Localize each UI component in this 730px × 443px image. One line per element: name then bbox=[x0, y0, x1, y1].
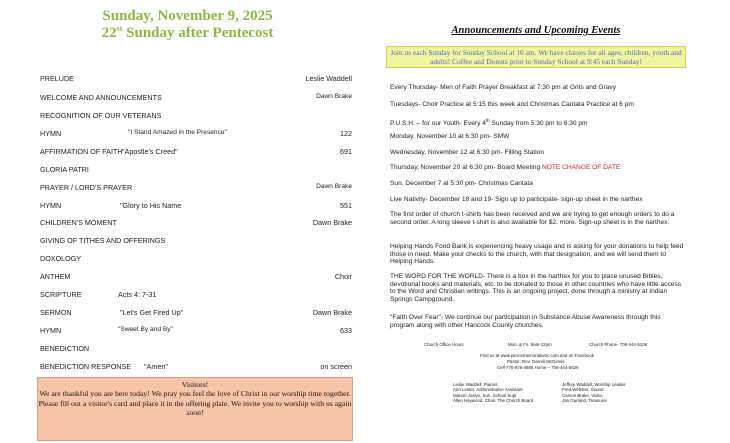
sunday-school-banner: Join us each Sunday for Sunday School at 10 am. We have classes for all ages, children, youth and adults! Coffee and Donuts prior to Sunday School at 9:45 each Sunday! bbox=[386, 46, 686, 68]
pastor-name: Pastor: Rev. Darrell McGinnis bbox=[507, 359, 565, 364]
word-for-world-announcement: THE WORD FOR THE WORLD- There is a box in the narthex for you to place unused Bibles, devotional books and materials, etc. to be donated to those in other countries who have little access to the Word and Christian writings. This is an ongoing project, done through a ministry at Indian Springs Campground. bbox=[390, 273, 682, 303]
date-change-note: NOTE CHANGE OF DATE bbox=[541, 164, 621, 171]
event-choir-practice: Tuesdays- Choir Practice at 5:15 this week and Christmas Cantata Practice at 6 pm bbox=[390, 101, 634, 108]
sermon-title: "Let's Get Fired Up" bbox=[120, 308, 184, 317]
staff-item: Carson Brake, Video bbox=[562, 392, 603, 398]
event-smw: Monday, November 10 at 6:30 pm- SMW bbox=[390, 133, 510, 140]
hymn3-number: 633 bbox=[340, 326, 352, 335]
tshirt-announcement: The first order of church t-shirts has been received and we are trying to get enough orders to do a second order. A long sleeve t-shirt is also available for $2. more. Sign-up sheet is in the narthex. bbox=[390, 211, 675, 226]
affirmation-label: AFFIRMATION OF FAITH bbox=[40, 147, 123, 156]
anthem-leader: Choir bbox=[334, 272, 352, 281]
affirmation-number: 691 bbox=[340, 147, 352, 156]
benediction-response-note: on screen bbox=[320, 362, 352, 371]
prayer-label: PRAYER / LORD'S PRAYER bbox=[40, 183, 133, 192]
anthem-label: ANTHEM bbox=[40, 272, 71, 281]
welcome-leader: Dawn Brake bbox=[316, 93, 352, 100]
prelude-label: PRELUDE bbox=[40, 74, 74, 83]
staff-list-left bbox=[453, 382, 533, 404]
staff-item: Ann Lester, Administrative Assistant bbox=[453, 387, 523, 393]
office-hours-label: Church Office Hours bbox=[424, 342, 464, 347]
church-phone: Church Phone- 706-444-5106 bbox=[589, 342, 648, 347]
scripture-label: SCRIPTURE bbox=[40, 290, 82, 299]
benediction-label: BENEDICTION bbox=[40, 344, 90, 353]
children-leader: Dawn Brake bbox=[312, 218, 352, 227]
event-cantata: Sun. December 7 at 5:30 pm- Christmas Cantata bbox=[390, 180, 533, 187]
doxology-label: DOXOLOGY bbox=[40, 254, 82, 263]
benediction-response-label: BENEDICTION RESPONSE bbox=[40, 362, 132, 371]
recognition-label: RECOGNITION OF OUR VETERANS bbox=[40, 111, 162, 120]
gloria-label: GLORIA PATRI bbox=[40, 165, 89, 174]
pastor-phone: Cell-770-876-4885 Home – 706-444-5626 bbox=[497, 365, 579, 370]
scripture-reference: Acts 4: 7-31 bbox=[118, 290, 157, 299]
event-filling-station: Wednesday, November 12 at 6:30 pm- Filling Station bbox=[390, 149, 545, 156]
staff-item: Jan Garland, Treasurer bbox=[562, 398, 608, 404]
event-live-nativity: Live Nativity- December 18 and 19- Sign up to participate- sign-up sheet in the narthex bbox=[390, 196, 643, 203]
hymn3-label: HYMN bbox=[40, 326, 62, 335]
staff-item: Fred Webster, Sound bbox=[562, 387, 604, 393]
welcome-label: WELCOME AND ANNOUNCEMENTS bbox=[40, 93, 162, 102]
hymn1-label: HYMN bbox=[40, 129, 62, 138]
tithes-label: GIVING OF TITHES AND OFFERINGS bbox=[40, 236, 166, 245]
hymn2-title: "Glory to His Name bbox=[120, 201, 182, 210]
hymn1-number: 122 bbox=[340, 129, 352, 138]
event-push-youth: P.U.S.H. – for our Youth- Every 4th Sunday from 5:30 pm to 6:30 pm bbox=[390, 118, 588, 128]
faith-over-fear-announcement: "Faith Over Fear"- We continue our participation in Substance Abuse Awareness through this program along with other Hancock County churches. bbox=[390, 314, 661, 329]
sermon-leader: Dawn Brake bbox=[312, 308, 352, 317]
event-board-meeting: Thursday, November 20 at 6:30 pm- Board Meeting NOTE CHANGE OF DATE bbox=[390, 164, 621, 171]
hymn2-label: HYMN bbox=[40, 201, 62, 210]
staff-item: Jeffrey Waddell, Worship Leader bbox=[562, 382, 626, 387]
bulletin-date: Sunday, November 9, 2025 bbox=[102, 8, 273, 24]
benediction-response-title: "Amen" bbox=[144, 362, 168, 371]
hymn1-title: "I Stand Amazed in the Presence" bbox=[128, 129, 227, 136]
hymn3-title: "Sweet By and By" bbox=[118, 326, 173, 333]
website-link[interactable]: Find us at www.piercememorialumc.com and on Facebook bbox=[480, 353, 594, 358]
event-men-of-faith: Every Thursday- Men of Faith Prayer Breakfast at 7:30 pm at Grits and Gravy bbox=[390, 84, 616, 91]
prayer-leader: Dawn Brake bbox=[316, 183, 352, 190]
visitors-text: We are thankful you are here today! We pray you feel the love of Christ in our worship time together. Please fill out a visitor's card and place it in the offering plate. We invite you to worship with us again soon! bbox=[38, 389, 352, 418]
staff-list-right bbox=[562, 382, 625, 404]
staff-item: Allen Haywood, Chair, The Church Board bbox=[453, 398, 534, 404]
sermon-label: SERMON bbox=[40, 308, 72, 317]
staff-item: Leslie Waddell, Pianist bbox=[453, 382, 498, 387]
food-bank-announcement: Helping Hands Food Bank is experiencing heavy usage and is asking for your donations to help feed those in need. Make your checks to the church, with that designation, and we will send them to Helping Hands. bbox=[390, 243, 684, 266]
affirmation-title: "Apostle's Creed" bbox=[122, 147, 178, 156]
hymn2-number: 551 bbox=[340, 201, 352, 210]
prelude-leader: Leslie Waddell bbox=[305, 74, 352, 83]
sunday-name: 22st Sunday after Pentecost bbox=[101, 24, 274, 41]
staff-item: Maurel Joslyn, Sun. School Supt bbox=[453, 392, 517, 398]
children-label: CHILDREN'S MOMENT bbox=[40, 218, 117, 227]
office-hours: Mon. & Fri. 9am-12pm bbox=[508, 342, 552, 347]
announcements-title: Announcements and Upcoming Events bbox=[451, 25, 621, 36]
visitors-heading: Visitors! bbox=[181, 380, 209, 389]
visitors-box bbox=[37, 377, 353, 441]
